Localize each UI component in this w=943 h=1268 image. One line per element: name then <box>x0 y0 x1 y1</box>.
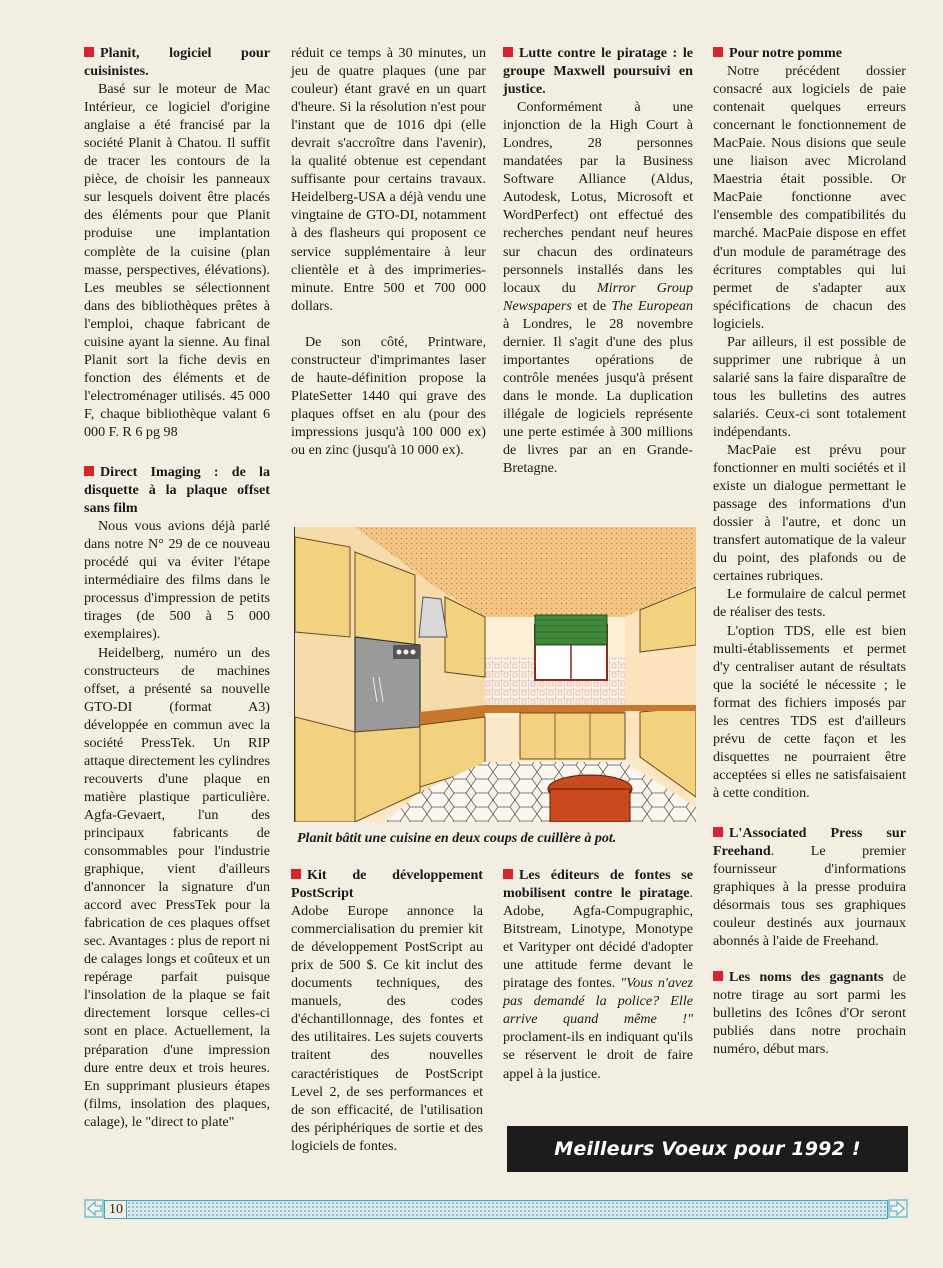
column-4 <box>713 44 906 1059</box>
red-square-bullet-icon <box>291 869 301 879</box>
article-title-pomme: Pour notre pomme <box>713 44 906 62</box>
article-body-fontes: Les éditeurs de fontes se mobilisent contre le piratage. Adobe, Agfa-Compugraphic, Bitstream, Linotype, Monotype et Varityper ont décidé d'adopter une attitude ferme devant le piratage des fontes. "Vous n'avez pas demandé la police? Elle arrive quand même !" proclament-ils en indiquant qu'ils se réservent le droit de faire appel à la justice. <box>503 867 693 1082</box>
greeting-banner <box>507 1126 908 1172</box>
article-title-direct-imaging: Direct Imaging : de la disquette à la plaque offset sans film <box>84 464 270 517</box>
article-fontes <box>503 866 693 1083</box>
article-paragraph: réduit ce temps à 30 minutes, un jeu de quatre plaques (une par couleur) étant gravé en un quart d'heure. Si la résolution n'est pour l'instant que de 1016 dpi (elle devrait s'accroître dans l'avenir), la qualité obtenue est cependant suffisante pour certains travaux. Heidelberg-USA a déjà vendu une vingtaine de GTO-DI, notamment à des flasheurs qui proposent ce service supplémentaire à leur clientèle et à des imprimeries-minute. Entre 500 et 700 000 dollars. <box>291 45 486 314</box>
next-page-arrow-icon[interactable] <box>888 1198 908 1220</box>
kitchen-illustration <box>294 527 696 822</box>
page-number: 10 <box>104 1200 128 1219</box>
article-title-kit: Kit de développement PostScript <box>291 867 483 902</box>
red-square-bullet-icon <box>503 869 513 879</box>
kitchen-illustration-icon <box>295 527 696 822</box>
article-title-piratage: Lutte contre le piratage : le groupe Maxwell poursuivi en justice. <box>503 45 693 98</box>
red-square-bullet-icon <box>503 47 513 57</box>
article-paragraph: Nous vous avions déjà parlé dans notre N° 29 de ce nouveau procédé qui va éviter l'étape intermédiaire des films dans le processus d'impression de petits tirages (de 500 à 5 000 exemplaires). <box>84 518 270 643</box>
article-gagnants: Les noms des gagnants de notre tirage au sort parmi les bulletins des Icônes d'Or seront publiés dans notre prochain numéro, début mars. <box>713 969 906 1058</box>
article-paragraph: MacPaie est prévu pour fonctionner en multi sociétés et il existe un dialogue permettant le passage des informations d'un dossier à l'autre, et donc un transfert automatique de la valeur du point, des plafonds ou de certaines rubriques. <box>713 442 906 585</box>
previous-page-arrow-icon[interactable] <box>84 1198 104 1220</box>
red-square-bullet-icon <box>713 971 723 981</box>
banner-text: Meilleurs Voeux pour 1992 ! <box>554 1138 861 1160</box>
page-footer <box>84 1198 908 1220</box>
article-paragraph: De son côté, Printware, constructeur d'imprimantes laser de haute-définition propose la PlateSetter 1440 qui grave des plaques offset en alu (pour des impressions jusqu'à 100 000 ex) ou en zinc (jusqu'à 10 000 ex). <box>291 333 486 458</box>
article-paragraph: Notre précédent dossier consacré aux logiciels de paie contenait quelques erreurs concernant le fonctionnement de MacPaie. Nous disions que seule une liaison avec Microland Maestria était possible. Or MacPaie fonctionne avec l'ensemble des compatibilités du marché. MacPaie dispose en effet d'un module de paramétrage des écritures comptables qui lui permet de s'adapter aux spécifications de chacun des logiciels. <box>713 63 906 332</box>
article-paragraph: Heidelberg, numéro un des constructeurs de machines offset, a présenté sa nouvelle GTO-DI (format A3) développée en commun avec la société PressTek. Un RIP attaque directement les cylindres recouverts d'une plaque en matière plastique particulière. Agfa-Gevaert, l'un des principaux fabricants de consommables pour l'industrie graphique, vient d'ailleurs d'annoncer la signature d'un accord avec PressTek pour la fabrication de ces plaques offset sec. Avantages : plus de report ni de calages longs et coûteux et un repérage parfait puisque l'insolation de la plaque se fait directement lorsque celles-ci sont en place. Actuellement, la préparation d'une impression dure entre deux et trois heures. En supprimant plusieurs étapes (films, insolation des plaques, calage), le "direct to plate" <box>84 644 270 1130</box>
red-square-bullet-icon <box>713 47 723 57</box>
article-body-piratage: Conformément à une injonction de la High Court à Londres, 28 personnes mandatées par la Business Software Alliance (Aldus, Autodesk, Lotus, Microsoft et WordPerfect) ont effectué des recherches pendant neuf heures sur chacun des ordinateurs personnels installés dans les locaux du Mirror Group Newspapers et de The European à Londres, le 28 novembre dernier. Il s'agit d'une des plus importantes opérations de contrôle menées jusqu'à présent dans le monde. La duplication illégale de logiciels représente une perte estimée à 300 millions de livres par an en Grande-Bretagne. <box>503 99 694 477</box>
column-3 <box>503 44 693 477</box>
article-body-kit: Adobe Europe annonce la commercialisation du premier kit de développement PostScript au prix de 500 $. Ce kit inclut des documents techniques, des manuels, des codes d'échantillonnage, des fontes et des utilitaires. Les sujets couverts traitent des nouvelles caractéristiques de PostScript Level 2, de ses performances et de son efficacité, de l'utilisation des périphériques de sortie et des logiciels de fontes. <box>291 903 483 1154</box>
article-title-planit: Planit, logiciel pour cuisinistes. <box>84 45 270 80</box>
red-square-bullet-icon <box>713 827 723 837</box>
red-square-bullet-icon <box>84 47 94 57</box>
article-paragraph: Le formulaire de calcul permet de réaliser des tests. <box>713 586 906 621</box>
article-paragraph: Par ailleurs, il est possible de supprimer une rubrique à un salarié sans la faire disparaître de tous les bulletins des autres salariés. Ceux-ci sont totalement indépendants. <box>713 333 906 440</box>
article-associated-press: L'Associated Press sur Freehand. Le premier fournisseur d'informations graphiques à la presse produira désormais tous ses graphiques couleur destinés aux journaux abonnés à l'aide de Freehand. <box>713 824 906 950</box>
article-paragraph: L'option TDS, elle est bien multi-établissements et permet d'y centraliser autant de résultats que la société le nécessite ; le format des fichiers imposés par les centres TDS est d'ailleurs prévu de cette façon et les disquettes ne pourraient être acceptées si elles ne satisfaisaient à cette condition. <box>713 622 906 801</box>
article-body-planit: Basé sur le moteur de Mac Intérieur, ce logiciel d'origine anglaise a été francisé par la société Planit à Chatou. Il suffit de tracer les contours de la pièce, de choisir les panneaux sur lesquels doivent être placés des éléments pour que Planit produise une implantation complète de la cuisine (plan masse, perspectives, élévations). Les meubles se sélectionnent dans des bibliothèques prêtes à l'emploi, chaque fabricant de cuisine ayant la sienne. Au final Planit sort la fiche devis en fonction des éléments et de l'electroménager utilisés. 45 000 F, chaque bibliothèque valant 6 000 F. R 6 pg 98 <box>84 81 270 440</box>
figure-caption: Planit bâtit une cuisine en deux coups de cuillère à pot. <box>297 831 617 846</box>
article-kit-postscript <box>291 866 483 1155</box>
column-2 <box>291 44 486 459</box>
column-1 <box>84 44 270 1131</box>
footer-dotted-rule <box>126 1200 888 1219</box>
red-square-bullet-icon <box>84 466 94 476</box>
